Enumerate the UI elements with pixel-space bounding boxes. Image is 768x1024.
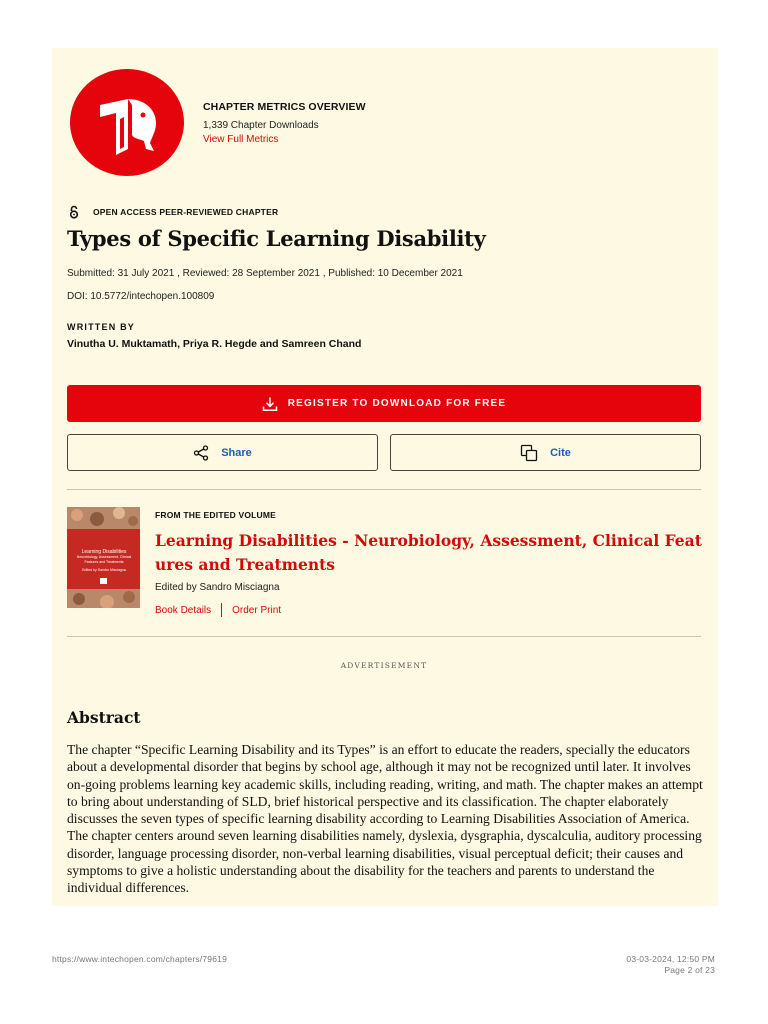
share-icon xyxy=(193,445,209,461)
footer-datetime: 03-03-2024, 12:50 PM xyxy=(626,954,715,964)
chapter-downloads-count: 1,339 Chapter Downloads xyxy=(203,120,319,131)
copy-icon xyxy=(520,444,538,462)
cover-title: Learning Disabilities xyxy=(81,549,127,555)
book-details-link[interactable]: Book Details xyxy=(155,604,212,616)
cite-button[interactable] xyxy=(390,434,701,471)
footer-page-number: Page 2 of 23 xyxy=(664,965,715,975)
book-links xyxy=(155,603,281,617)
download-icon xyxy=(262,396,278,412)
footer-url: https://www.intechopen.com/chapters/79619 xyxy=(52,954,227,964)
register-download-button[interactable] xyxy=(67,385,701,422)
book-editor: Edited by Sandro Misciagna xyxy=(155,582,280,593)
share-label: Share xyxy=(221,446,252,459)
chapter-title: Types of Specific Learning Disability xyxy=(67,226,486,251)
elephant-logo-icon xyxy=(70,69,184,176)
register-download-label: REGISTER TO DOWNLOAD FOR FREE xyxy=(287,398,507,409)
share-button[interactable] xyxy=(67,434,378,471)
link-separator xyxy=(221,603,222,617)
authors: Vinutha U. Muktamath, Priya R. Hegde and Samreen Chand xyxy=(67,338,362,350)
doi: DOI: 10.5772/intechopen.100809 xyxy=(67,291,215,302)
view-full-metrics-link[interactable]: View Full Metrics xyxy=(203,134,279,145)
cover-subtitle: Neurobiology, Assessment, Clinical Features and Treatments xyxy=(76,555,132,564)
publication-dates: Submitted: 31 July 2021 , Reviewed: 28 September 2021 , Published: 10 December 2021 xyxy=(67,268,463,279)
cite-label: Cite xyxy=(550,446,571,459)
intechopen-logo[interactable] xyxy=(70,69,184,176)
open-access-label xyxy=(67,205,278,219)
book-cover-image[interactable] xyxy=(67,507,140,608)
book-title-link[interactable]: Learning Disabilities - Neurobiology, Assessment, Clinical Features and Treatments xyxy=(155,531,702,574)
open-access-lock-icon xyxy=(67,205,81,219)
abstract-text: The chapter “Specific Learning Disability and its Types” is an effort to educate the readers, specially the educators about a developmental disorder that begins by school age, although it may not be recognized until later. It involves on-going problems learning key academic skills, including reading, writing, and math. The chapter makes an attempt to bring about understanding of SLD, brief historical perspective and its classification. The chapter elaborately discusses the seven types of specific learning disability according to Learning Disabilities Association of America. The chapter centers around seven learning disabilities namely, dyslexia, dysgraphia, dyscalculia, auditory processing disorder, language processing disorder, non-verbal learning disabilities, visual perceptual deficit; their causes and symptoms to give a holistic understanding about the disability for the teachers and parents to understand the individual differences. xyxy=(67,742,703,896)
divider xyxy=(67,489,701,490)
metrics-title: CHAPTER METRICS OVERVIEW xyxy=(203,101,366,113)
open-access-text: OPEN ACCESS PEER-REVIEWED CHAPTER xyxy=(93,207,279,217)
advertisement-label: ADVERTISEMENT xyxy=(340,661,428,670)
order-print-link[interactable]: Order Print xyxy=(232,604,282,616)
divider xyxy=(67,636,701,637)
abstract-heading: Abstract xyxy=(67,708,141,727)
cover-editor: Edited by Sandro Misciagna xyxy=(82,568,126,572)
written-by-label: WRITTEN BY xyxy=(67,322,135,332)
edited-volume-label: FROM THE EDITED VOLUME xyxy=(155,510,277,520)
